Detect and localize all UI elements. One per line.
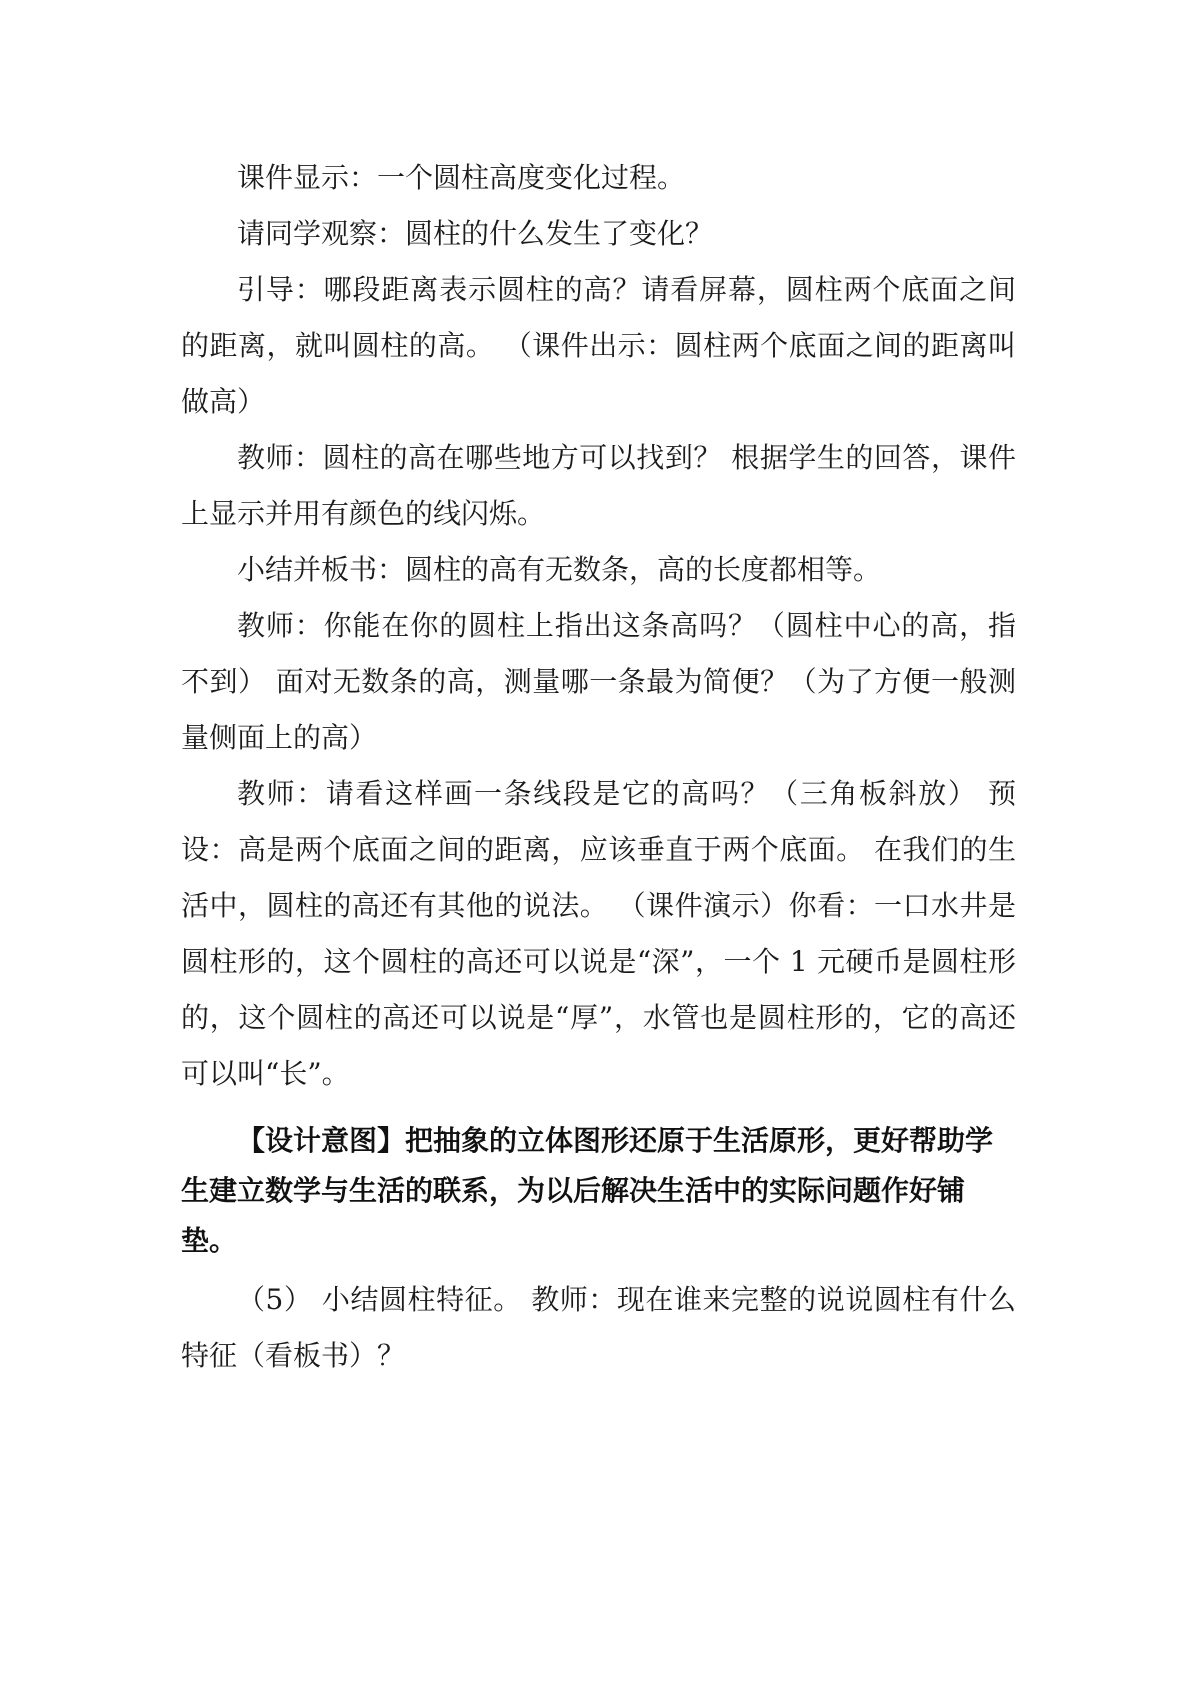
paragraph-feature-summary: （5） 小结圆柱特征。 教师：现在谁来完整的说说圆柱有什么特征（看板书）？	[181, 1283, 1016, 1372]
document-body	[181, 150, 1016, 1384]
paragraph-guide-height: 引导：哪段距离表示圆柱的高？请看屏幕，圆柱两个底面之间的距离，就叫圆柱的高。 （课件出示：圆柱两个底面之间的距离叫做高）	[181, 273, 1016, 418]
paragraph-summary-board: 小结并板书：圆柱的高有无数条，高的长度都相等。	[237, 553, 882, 586]
paragraph-courseware-display: 课件显示：一个圆柱高度变化过程。	[237, 161, 686, 194]
design-intent-note: 【设计意图】把抽象的立体图形还原于生活原形，更好帮助学生建立数学与生活的联系，为以后解决生活中的实际问题作好铺垫。	[181, 1124, 994, 1257]
paragraph-other-names: 教师：请看这样画一条线段是它的高吗？（三角板斜放） 预设：高是两个底面之间的距离，应该垂直于两个底面。 在我们的生活中，圆柱的高还有其他的说法。 （课件演示）你看：一口水井是圆柱形的，这个圆柱的高还可以说是“深”，一个 1 元硬币是圆柱形的，这个圆柱的高还可以说是“厚”，水管也是圆柱形的，它的高还可以叫“长”。	[181, 777, 1016, 1090]
paragraph-observe-question: 请同学观察：圆柱的什么发生了变化？	[237, 217, 714, 250]
paragraph-point-height: 教师：你能在你的圆柱上指出这条高吗？（圆柱中心的高，指不到） 面对无数条的高，测量哪一条最为简便？（为了方便一般测量侧面上的高）	[181, 609, 1016, 754]
paragraph-where-height: 教师：圆柱的高在哪些地方可以找到？ 根据学生的回答，课件上显示并用有颜色的线闪烁。	[181, 441, 1016, 530]
